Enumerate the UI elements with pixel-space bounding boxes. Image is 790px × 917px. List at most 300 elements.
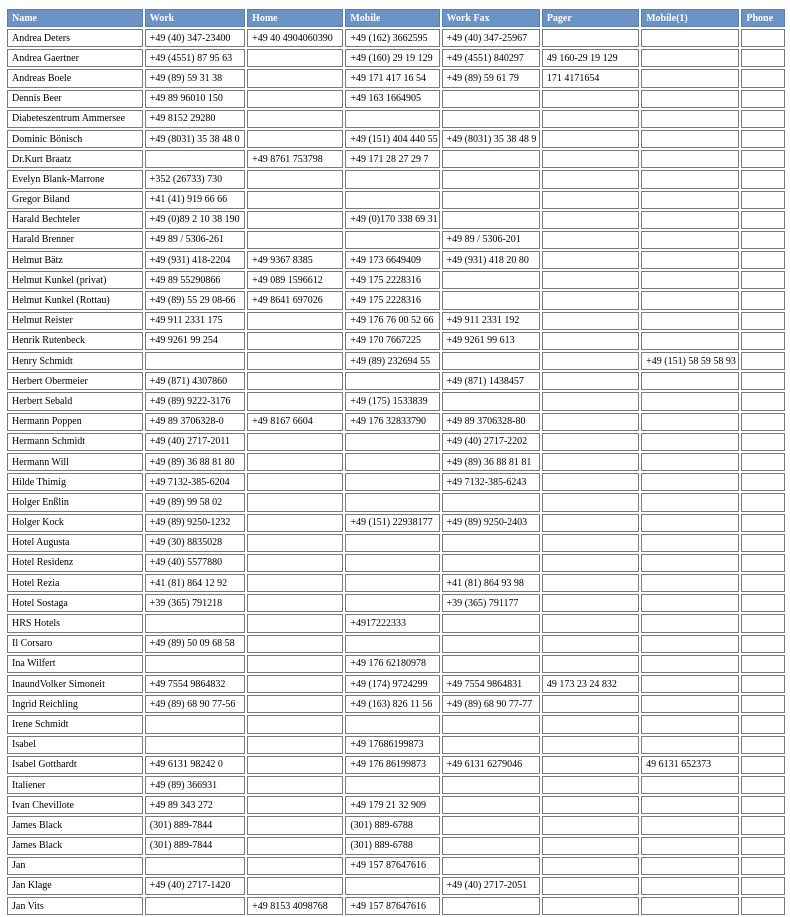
cell-mobile-1 bbox=[641, 271, 739, 289]
cell-mobile bbox=[345, 453, 439, 471]
table-row[interactable] bbox=[7, 715, 785, 733]
cell-home bbox=[247, 756, 343, 774]
cell-work: +49 7554 9864832 bbox=[145, 675, 245, 693]
cell-name: Jan Vits bbox=[7, 897, 143, 915]
cell-name: Herbert Sebald bbox=[7, 392, 143, 410]
cell-home bbox=[247, 372, 343, 390]
table-row[interactable] bbox=[7, 554, 785, 572]
column-header-work[interactable]: Work bbox=[145, 9, 245, 27]
cell-mobile: +49 175 2228316 bbox=[345, 291, 439, 309]
table-row[interactable] bbox=[7, 816, 785, 834]
cell-pager bbox=[542, 655, 639, 673]
cell-home bbox=[247, 69, 343, 87]
cell-work-fax bbox=[442, 715, 540, 733]
cell-home: +49 8153 4098768 bbox=[247, 897, 343, 915]
table-row[interactable] bbox=[7, 453, 785, 471]
cell-name: Hilde Thimig bbox=[7, 473, 143, 491]
cell-pager bbox=[542, 291, 639, 309]
cell-pager bbox=[542, 191, 639, 209]
cell-phone bbox=[741, 857, 785, 875]
cell-work: +41 (41) 919 66 66 bbox=[145, 191, 245, 209]
cell-pager bbox=[542, 433, 639, 451]
cell-mobile: +49 173 6649409 bbox=[345, 251, 439, 269]
cell-mobile-1 bbox=[641, 816, 739, 834]
cell-mobile-1 bbox=[641, 574, 739, 592]
table-row[interactable] bbox=[7, 392, 785, 410]
cell-home bbox=[247, 191, 343, 209]
table-row[interactable] bbox=[7, 150, 785, 168]
cell-mobile bbox=[345, 433, 439, 451]
cell-work: +49 8152 29280 bbox=[145, 110, 245, 128]
cell-pager bbox=[542, 877, 639, 895]
cell-pager bbox=[542, 736, 639, 754]
cell-mobile-1 bbox=[641, 312, 739, 330]
cell-work-fax bbox=[442, 635, 540, 653]
cell-work-fax bbox=[442, 736, 540, 754]
cell-mobile: +49 157 87647616 bbox=[345, 857, 439, 875]
cell-phone bbox=[741, 635, 785, 653]
cell-mobile: +49 176 76 00 52 66 bbox=[345, 312, 439, 330]
cell-mobile: (301) 889-6788 bbox=[345, 837, 439, 855]
cell-mobile-1 bbox=[641, 251, 739, 269]
table-row[interactable] bbox=[7, 110, 785, 128]
cell-work-fax bbox=[442, 271, 540, 289]
cell-home: +49 8167 6604 bbox=[247, 413, 343, 431]
cell-work-fax: +49 (4551) 840297 bbox=[442, 49, 540, 67]
cell-work-fax bbox=[442, 816, 540, 834]
cell-mobile-1 bbox=[641, 554, 739, 572]
cell-home bbox=[247, 877, 343, 895]
cell-phone bbox=[741, 655, 785, 673]
cell-work: +49 (4551) 87 95 63 bbox=[145, 49, 245, 67]
cell-mobile bbox=[345, 191, 439, 209]
cell-pager bbox=[542, 150, 639, 168]
cell-home bbox=[247, 816, 343, 834]
cell-phone bbox=[741, 110, 785, 128]
cell-name: Holger Enßlin bbox=[7, 493, 143, 511]
cell-mobile bbox=[345, 877, 439, 895]
cell-name: Isabel bbox=[7, 736, 143, 754]
cell-pager bbox=[542, 776, 639, 794]
cell-phone bbox=[741, 69, 785, 87]
cell-mobile-1 bbox=[641, 796, 739, 814]
cell-phone bbox=[741, 473, 785, 491]
cell-home bbox=[247, 473, 343, 491]
cell-work-fax bbox=[442, 170, 540, 188]
cell-phone bbox=[741, 49, 785, 67]
cell-name: Hotel Rezia bbox=[7, 574, 143, 592]
cell-work: +49 (871) 4307860 bbox=[145, 372, 245, 390]
cell-pager bbox=[542, 594, 639, 612]
cell-mobile bbox=[345, 594, 439, 612]
cell-home bbox=[247, 49, 343, 67]
cell-work: +49 89 / 5306-261 bbox=[145, 231, 245, 249]
cell-pager bbox=[542, 473, 639, 491]
table-row[interactable] bbox=[7, 493, 785, 511]
cell-work-fax bbox=[442, 655, 540, 673]
cell-home bbox=[247, 574, 343, 592]
cell-phone bbox=[741, 736, 785, 754]
cell-work-fax bbox=[442, 614, 540, 632]
cell-phone bbox=[741, 211, 785, 229]
cell-phone bbox=[741, 776, 785, 794]
cell-name: Irene Schmidt bbox=[7, 715, 143, 733]
cell-pager bbox=[542, 170, 639, 188]
cell-pager bbox=[542, 352, 639, 370]
cell-work: +49 89 3706328-0 bbox=[145, 413, 245, 431]
cell-work-fax bbox=[442, 191, 540, 209]
cell-mobile: (301) 889-6788 bbox=[345, 816, 439, 834]
cell-mobile bbox=[345, 473, 439, 491]
cell-mobile: +49 (160) 29 19 129 bbox=[345, 49, 439, 67]
cell-home bbox=[247, 635, 343, 653]
cell-mobile: +49 (89) 232694 55 bbox=[345, 352, 439, 370]
cell-home bbox=[247, 655, 343, 673]
cell-mobile bbox=[345, 574, 439, 592]
cell-phone bbox=[741, 251, 785, 269]
table-row[interactable] bbox=[7, 433, 785, 451]
table-row[interactable] bbox=[7, 736, 785, 754]
table-row[interactable] bbox=[7, 191, 785, 209]
cell-pager bbox=[542, 534, 639, 552]
table-row[interactable] bbox=[7, 49, 785, 67]
cell-mobile-1 bbox=[641, 170, 739, 188]
cell-work-fax bbox=[442, 776, 540, 794]
cell-work: +49 (89) 68 90 77-56 bbox=[145, 695, 245, 713]
cell-work-fax: +49 (89) 9250-2403 bbox=[442, 514, 540, 532]
cell-work-fax: +49 (40) 2717-2051 bbox=[442, 877, 540, 895]
cell-work: +49 (89) 99 58 02 bbox=[145, 493, 245, 511]
cell-mobile-1 bbox=[641, 614, 739, 632]
cell-pager bbox=[542, 837, 639, 855]
column-header-name[interactable]: Name bbox=[7, 9, 143, 27]
cell-mobile-1 bbox=[641, 69, 739, 87]
cell-work: +49 7132-385-6204 bbox=[145, 473, 245, 491]
cell-work-fax: +39 (365) 791177 bbox=[442, 594, 540, 612]
cell-mobile: +49 (162) 3662595 bbox=[345, 29, 439, 47]
cell-work: +49 (89) 36 88 81 80 bbox=[145, 453, 245, 471]
cell-phone bbox=[741, 150, 785, 168]
column-header-work-fax[interactable]: Work Fax bbox=[442, 9, 540, 27]
cell-mobile-1 bbox=[641, 413, 739, 431]
table-row[interactable] bbox=[7, 837, 785, 855]
cell-home bbox=[247, 534, 343, 552]
cell-pager bbox=[542, 614, 639, 632]
cell-name: Helmut Reister bbox=[7, 312, 143, 330]
cell-pager bbox=[542, 816, 639, 834]
cell-work-fax bbox=[442, 392, 540, 410]
table-row[interactable] bbox=[7, 130, 785, 148]
cell-home bbox=[247, 352, 343, 370]
table-row[interactable] bbox=[7, 857, 785, 875]
table-row[interactable] bbox=[7, 675, 785, 693]
cell-work-fax: +49 89 3706328-80 bbox=[442, 413, 540, 431]
cell-mobile: +49 (174) 9724299 bbox=[345, 675, 439, 693]
column-header-phone[interactable]: Phone bbox=[741, 9, 785, 27]
cell-pager bbox=[542, 635, 639, 653]
table-header-row bbox=[7, 9, 785, 27]
cell-pager bbox=[542, 110, 639, 128]
cell-work: (301) 889-7844 bbox=[145, 837, 245, 855]
cell-work-fax: +49 (89) 68 90 77-77 bbox=[442, 695, 540, 713]
cell-mobile-1 bbox=[641, 110, 739, 128]
cell-mobile bbox=[345, 372, 439, 390]
cell-work-fax: +49 (89) 36 88 81 81 bbox=[442, 453, 540, 471]
cell-work-fax: +49 7132-385-6243 bbox=[442, 473, 540, 491]
cell-mobile bbox=[345, 715, 439, 733]
cell-work-fax bbox=[442, 796, 540, 814]
cell-mobile-1 bbox=[641, 736, 739, 754]
table-row[interactable] bbox=[7, 271, 785, 289]
cell-mobile bbox=[345, 110, 439, 128]
cell-work-fax bbox=[442, 534, 540, 552]
table-row[interactable] bbox=[7, 514, 785, 532]
table-row[interactable] bbox=[7, 231, 785, 249]
cell-mobile-1 bbox=[641, 514, 739, 532]
cell-work bbox=[145, 655, 245, 673]
cell-pager bbox=[542, 372, 639, 390]
cell-mobile bbox=[345, 554, 439, 572]
cell-work: +49 (40) 347-23400 bbox=[145, 29, 245, 47]
cell-work-fax: +49 (40) 347-25967 bbox=[442, 29, 540, 47]
table-row[interactable] bbox=[7, 352, 785, 370]
cell-mobile-1 bbox=[641, 90, 739, 108]
cell-phone bbox=[741, 695, 785, 713]
cell-mobile-1 bbox=[641, 291, 739, 309]
cell-work: +49 (89) 9222-3176 bbox=[145, 392, 245, 410]
cell-mobile: +49 (0)170 338 69 31 bbox=[345, 211, 439, 229]
cell-phone bbox=[741, 130, 785, 148]
cell-work: +49 (89) 55 29 08-66 bbox=[145, 291, 245, 309]
cell-home bbox=[247, 312, 343, 330]
cell-mobile-1 bbox=[641, 594, 739, 612]
cell-mobile-1 bbox=[641, 49, 739, 67]
cell-home bbox=[247, 90, 343, 108]
table-row[interactable] bbox=[7, 756, 785, 774]
cell-work bbox=[145, 352, 245, 370]
table-row[interactable] bbox=[7, 90, 785, 108]
cell-mobile bbox=[345, 534, 439, 552]
cell-name: Helmut Kunkel (privat) bbox=[7, 271, 143, 289]
cell-work bbox=[145, 715, 245, 733]
cell-home bbox=[247, 514, 343, 532]
table-row[interactable] bbox=[7, 413, 785, 431]
table-row[interactable] bbox=[7, 251, 785, 269]
cell-home bbox=[247, 231, 343, 249]
cell-name: Ingrid Reichling bbox=[7, 695, 143, 713]
table-row[interactable] bbox=[7, 635, 785, 653]
table-row[interactable] bbox=[7, 332, 785, 350]
cell-name: Hotel Sostaga bbox=[7, 594, 143, 612]
column-header-mobile[interactable]: Mobile bbox=[345, 9, 439, 27]
cell-phone bbox=[741, 756, 785, 774]
cell-work: +49 (40) 2717-1420 bbox=[145, 877, 245, 895]
cell-phone bbox=[741, 877, 785, 895]
cell-mobile-1 bbox=[641, 372, 739, 390]
cell-mobile: +49 163 1664905 bbox=[345, 90, 439, 108]
cell-home bbox=[247, 554, 343, 572]
cell-work-fax: +49 (8031) 35 38 48 9 bbox=[442, 130, 540, 148]
cell-mobile-1 bbox=[641, 857, 739, 875]
table-row[interactable] bbox=[7, 29, 785, 47]
cell-mobile: +49 176 62180978 bbox=[345, 655, 439, 673]
cell-work-fax bbox=[442, 110, 540, 128]
table-row[interactable] bbox=[7, 695, 785, 713]
cell-home bbox=[247, 715, 343, 733]
cell-home: +49 9367 8385 bbox=[247, 251, 343, 269]
table-row[interactable] bbox=[7, 534, 785, 552]
cell-name: Henrik Rutenbeck bbox=[7, 332, 143, 350]
cell-mobile-1 bbox=[641, 675, 739, 693]
cell-mobile bbox=[345, 170, 439, 188]
cell-name: Andrea Deters bbox=[7, 29, 143, 47]
cell-home bbox=[247, 796, 343, 814]
cell-work-fax bbox=[442, 211, 540, 229]
cell-home: +49 089 1596612 bbox=[247, 271, 343, 289]
cell-mobile bbox=[345, 635, 439, 653]
cell-mobile-1 bbox=[641, 776, 739, 794]
cell-phone bbox=[741, 352, 785, 370]
table-row[interactable] bbox=[7, 594, 785, 612]
cell-work bbox=[145, 857, 245, 875]
column-header-mobile-1[interactable]: Mobile(1) bbox=[641, 9, 739, 27]
cell-name: Gregor Biland bbox=[7, 191, 143, 209]
table-row[interactable] bbox=[7, 372, 785, 390]
cell-name: Andrea Gaertner bbox=[7, 49, 143, 67]
cell-name: Hermann Will bbox=[7, 453, 143, 471]
cell-phone bbox=[741, 453, 785, 471]
table-row[interactable] bbox=[7, 69, 785, 87]
cell-mobile-1 bbox=[641, 453, 739, 471]
cell-work: +49 (89) 9250-1232 bbox=[145, 514, 245, 532]
cell-work: +49 (931) 418-2204 bbox=[145, 251, 245, 269]
cell-name: Dominic Bönisch bbox=[7, 130, 143, 148]
cell-home: +49 8641 697026 bbox=[247, 291, 343, 309]
table-row[interactable] bbox=[7, 655, 785, 673]
cell-phone bbox=[741, 332, 785, 350]
cell-phone bbox=[741, 312, 785, 330]
cell-work: +49 (40) 2717-2011 bbox=[145, 433, 245, 451]
table-row[interactable] bbox=[7, 211, 785, 229]
cell-phone bbox=[741, 675, 785, 693]
cell-phone bbox=[741, 514, 785, 532]
cell-phone bbox=[741, 90, 785, 108]
cell-home bbox=[247, 392, 343, 410]
cell-work-fax bbox=[442, 493, 540, 511]
cell-name: Hotel Augusta bbox=[7, 534, 143, 552]
cell-mobile: +49 (175) 1533839 bbox=[345, 392, 439, 410]
cell-mobile: +49 (151) 22938177 bbox=[345, 514, 439, 532]
cell-name: Herbert Obermeier bbox=[7, 372, 143, 390]
cell-work-fax: +49 911 2331 192 bbox=[442, 312, 540, 330]
cell-name: James Black bbox=[7, 816, 143, 834]
cell-name: Harald Brenner bbox=[7, 231, 143, 249]
cell-mobile-1 bbox=[641, 837, 739, 855]
cell-mobile-1 bbox=[641, 493, 739, 511]
cell-mobile: +49 175 2228316 bbox=[345, 271, 439, 289]
cell-phone bbox=[741, 594, 785, 612]
cell-home bbox=[247, 130, 343, 148]
cell-work: +49 6131 98242 0 bbox=[145, 756, 245, 774]
cell-work: +49 89 96010 150 bbox=[145, 90, 245, 108]
cell-pager bbox=[542, 392, 639, 410]
cell-work: +49 89 343 272 bbox=[145, 796, 245, 814]
table-row[interactable] bbox=[7, 776, 785, 794]
table-row[interactable] bbox=[7, 473, 785, 491]
cell-home bbox=[247, 433, 343, 451]
cell-mobile-1 bbox=[641, 715, 739, 733]
cell-phone bbox=[741, 392, 785, 410]
table-row[interactable] bbox=[7, 312, 785, 330]
cell-name: Il Corsaro bbox=[7, 635, 143, 653]
cell-work bbox=[145, 150, 245, 168]
cell-name: InaundVolker Simoneit bbox=[7, 675, 143, 693]
cell-work: +49 911 2331 175 bbox=[145, 312, 245, 330]
cell-pager bbox=[542, 857, 639, 875]
cell-pager bbox=[542, 715, 639, 733]
cell-mobile-1 bbox=[641, 191, 739, 209]
cell-pager bbox=[542, 796, 639, 814]
cell-phone bbox=[741, 29, 785, 47]
cell-phone bbox=[741, 796, 785, 814]
cell-work-fax bbox=[442, 291, 540, 309]
table-row[interactable] bbox=[7, 614, 785, 632]
cell-work-fax: +49 9261 99 613 bbox=[442, 332, 540, 350]
cell-work-fax bbox=[442, 837, 540, 855]
cell-home bbox=[247, 332, 343, 350]
cell-name: Hermann Schmidt bbox=[7, 433, 143, 451]
cell-name: HRS Hotels bbox=[7, 614, 143, 632]
cell-mobile-1 bbox=[641, 695, 739, 713]
table-row[interactable] bbox=[7, 291, 785, 309]
cell-work-fax: +49 (40) 2717-2202 bbox=[442, 433, 540, 451]
column-header-pager[interactable]: Pager bbox=[542, 9, 639, 27]
table-row[interactable] bbox=[7, 877, 785, 895]
table-row[interactable] bbox=[7, 170, 785, 188]
cell-phone bbox=[741, 534, 785, 552]
cell-name: Italiener bbox=[7, 776, 143, 794]
cell-name: Ivan Chevillote bbox=[7, 796, 143, 814]
cell-pager bbox=[542, 312, 639, 330]
contacts-table bbox=[5, 7, 787, 917]
cell-work: +49 (89) 50 09 68 58 bbox=[145, 635, 245, 653]
cell-work: +49 9261 99 254 bbox=[145, 332, 245, 350]
cell-pager bbox=[542, 695, 639, 713]
cell-name: Henry Schmidt bbox=[7, 352, 143, 370]
cell-work-fax: +49 (931) 418 20 80 bbox=[442, 251, 540, 269]
cell-mobile: +49 171 417 16 54 bbox=[345, 69, 439, 87]
cell-phone bbox=[741, 837, 785, 855]
cell-pager bbox=[542, 130, 639, 148]
cell-pager bbox=[542, 453, 639, 471]
cell-phone bbox=[741, 231, 785, 249]
table-row[interactable] bbox=[7, 796, 785, 814]
cell-pager bbox=[542, 29, 639, 47]
cell-name: Isabel Gotthardt bbox=[7, 756, 143, 774]
cell-work: +41 (81) 864 12 92 bbox=[145, 574, 245, 592]
table-row[interactable] bbox=[7, 574, 785, 592]
cell-pager bbox=[542, 251, 639, 269]
cell-pager bbox=[542, 332, 639, 350]
column-header-home[interactable]: Home bbox=[247, 9, 343, 27]
cell-mobile: +4917222333 bbox=[345, 614, 439, 632]
cell-work-fax bbox=[442, 857, 540, 875]
cell-phone bbox=[741, 291, 785, 309]
cell-work bbox=[145, 614, 245, 632]
cell-mobile: +49 (151) 404 440 55 bbox=[345, 130, 439, 148]
cell-home: +49 40 4904060390 bbox=[247, 29, 343, 47]
cell-work: (301) 889-7844 bbox=[145, 816, 245, 834]
